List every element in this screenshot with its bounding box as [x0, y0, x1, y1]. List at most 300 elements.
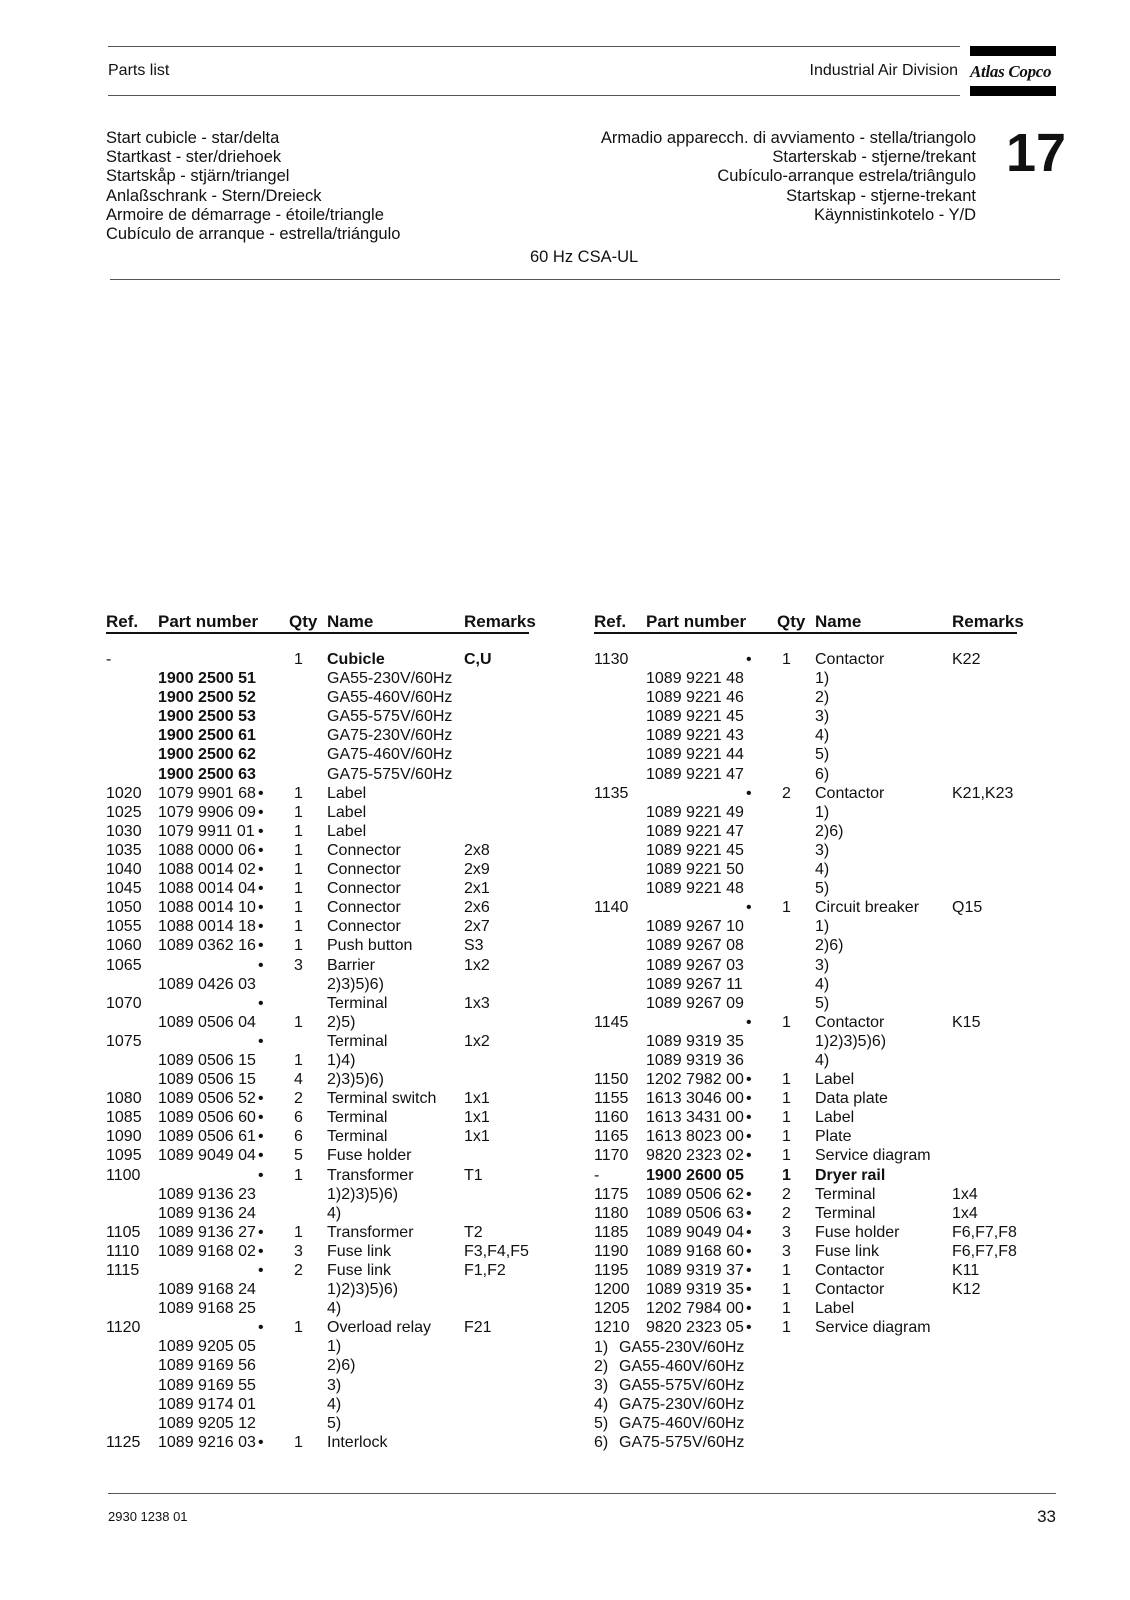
- col-name: Name: [815, 612, 862, 631]
- header-bottom-rule: [108, 95, 960, 96]
- footnote-number: 1): [594, 1339, 609, 1356]
- cell-name: Contactor: [815, 1013, 885, 1031]
- cell-qty: 1: [294, 1223, 303, 1241]
- cell-part-number: 1089 9205 05: [158, 1338, 256, 1356]
- cell-remarks: F6,F7,F8: [952, 1223, 1017, 1241]
- cell-ref: 1185: [594, 1223, 629, 1241]
- cell-remarks: 2x9: [464, 861, 490, 879]
- cell-remarks: K12: [952, 1281, 981, 1299]
- cell-bullet: •: [258, 994, 264, 1012]
- cell-name: 4): [815, 727, 830, 745]
- cell-ref: 1195: [594, 1262, 629, 1279]
- cell-ref: 1060: [106, 937, 142, 955]
- cell-ref: 1055: [106, 918, 142, 936]
- subtitle-60hz: 60 Hz CSA-UL: [530, 248, 639, 266]
- table-row: [106, 1356, 536, 1375]
- cell-ref: 1045: [106, 880, 142, 898]
- cell-name: Circuit breaker: [815, 899, 920, 917]
- cell-qty: 1: [294, 918, 303, 936]
- cell-part-number: 1089 9221 46: [646, 689, 744, 707]
- cell-ref: 1040: [106, 861, 142, 879]
- cell-ref: 1065: [106, 956, 142, 974]
- cell-qty: 1: [294, 822, 303, 840]
- logo-top-bar: [970, 46, 1056, 56]
- cell-name: Terminal: [815, 1185, 876, 1203]
- cell-ref: 1020: [106, 784, 142, 802]
- table-row: [106, 1337, 536, 1356]
- document-number: 2930 1238 01: [108, 1509, 188, 1524]
- table-row: [594, 994, 1024, 1013]
- title-fi: Käynnistinkotelo - Y/D: [813, 205, 976, 224]
- cell-bullet: •: [746, 1262, 752, 1279]
- table-row: [594, 669, 1024, 688]
- cell-name: GA75-230V/60Hz: [327, 727, 453, 745]
- cell-part-number: 1089 0426 03: [158, 975, 256, 993]
- table-row: [106, 707, 536, 726]
- table-row: [106, 956, 536, 975]
- footnote-item: [594, 1376, 794, 1395]
- cell-name: 2)6): [815, 937, 844, 955]
- cell-name: GA55-460V/60Hz: [327, 689, 453, 707]
- cell-part-number: 9820 2323 05: [646, 1319, 744, 1337]
- cell-remarks: Q15: [952, 899, 983, 917]
- cell-bullet: •: [746, 1300, 752, 1318]
- cell-name: 5): [815, 746, 830, 764]
- table-row: [106, 1070, 536, 1089]
- cell-name: 5): [815, 880, 830, 898]
- table-row: [594, 956, 1024, 975]
- table-row: [106, 1318, 536, 1337]
- col-name: Name: [327, 612, 374, 631]
- cell-qty: 3: [294, 1242, 303, 1260]
- cell-name: 3): [815, 841, 830, 859]
- cell-name: Terminal: [327, 1109, 388, 1127]
- cell-remarks: 1x1: [464, 1128, 490, 1146]
- cell-ref: 1175: [594, 1185, 629, 1203]
- parts-list-label: Parts list: [108, 62, 170, 79]
- cell-name: 5): [327, 1414, 342, 1432]
- table-row: [594, 936, 1024, 955]
- cell-ref: 1205: [594, 1300, 630, 1318]
- title-en: Start cubicle - star/delta: [106, 129, 280, 147]
- cell-ref: 1115: [106, 1262, 140, 1279]
- cell-remarks: F3,F4,F5: [464, 1242, 529, 1260]
- cell-part-number: 1089 9319 37: [646, 1262, 744, 1279]
- table-row: [594, 726, 1024, 745]
- cell-qty: 1: [782, 1300, 791, 1318]
- table-row: [594, 1185, 1024, 1204]
- cell-name: GA75-460V/60Hz: [327, 746, 453, 764]
- cell-qty: 1: [782, 1147, 791, 1165]
- col-ref: Ref.: [594, 612, 627, 631]
- cell-name: Push button: [327, 937, 413, 955]
- cell-part-number: 1202 7984 00: [646, 1300, 744, 1318]
- cell-name: Terminal switch: [327, 1090, 437, 1108]
- right-table-body: [594, 650, 1024, 1337]
- footnote-item: [594, 1414, 794, 1433]
- cell-name: 2)5): [327, 1013, 356, 1031]
- cell-qty: 4: [294, 1071, 303, 1089]
- cell-name: Cubicle: [327, 651, 385, 668]
- cell-part-number: 1900 2500 62: [158, 746, 256, 764]
- right-table-rule: [594, 632, 1017, 634]
- cell-name: Label: [815, 1300, 855, 1318]
- cell-part-number: 1088 0014 04: [158, 880, 256, 898]
- cell-part-number: 1202 7982 00: [646, 1071, 744, 1089]
- cell-ref: 1135: [594, 784, 629, 802]
- cell-part-number: 1900 2500 51: [158, 670, 256, 688]
- cell-part-number: 1089 9169 55: [158, 1376, 256, 1394]
- cell-name: 1)2)3)5)6): [815, 1032, 887, 1050]
- cell-qty: 1: [294, 1433, 303, 1451]
- cell-part-number: 1089 9267 03: [646, 956, 744, 974]
- cell-name: Barrier: [327, 956, 376, 974]
- cell-part-number: 1088 0014 18: [158, 918, 256, 936]
- cell-part-number: 1088 0014 02: [158, 861, 256, 879]
- cell-bullet: •: [746, 899, 752, 917]
- cell-part-number: 1089 0362 16: [158, 937, 256, 955]
- cell-name: 2): [815, 689, 830, 707]
- table-row: [106, 879, 536, 898]
- title-da: Starterskab - stjerne/trekant: [772, 148, 976, 167]
- cell-name: Terminal: [327, 1128, 388, 1146]
- cell-name: 1)2)3)5)6): [327, 1185, 399, 1203]
- cell-ref: -: [106, 651, 112, 668]
- cell-qty: 1: [782, 1090, 791, 1108]
- cell-name: Connector: [327, 861, 401, 879]
- cell-qty: 1: [294, 1319, 303, 1337]
- table-row: [106, 1433, 536, 1452]
- cell-bullet: •: [746, 1242, 752, 1260]
- page-number: 33: [1037, 1507, 1056, 1526]
- cell-qty: 2: [782, 784, 791, 802]
- cell-part-number: 1089 9049 04: [646, 1223, 744, 1241]
- division-label: Industrial Air Division: [809, 62, 958, 79]
- cell-ref: 1170: [594, 1147, 629, 1165]
- cell-part-number: 1089 9168 24: [158, 1281, 256, 1299]
- titles-left: [106, 129, 400, 244]
- cell-ref: 1075: [106, 1032, 142, 1050]
- cell-qty: 2: [782, 1185, 791, 1203]
- table-row: [594, 1013, 1024, 1032]
- cell-part-number: 1089 9221 47: [646, 765, 744, 783]
- cell-bullet: •: [746, 1281, 752, 1299]
- cell-part-number: 1089 9221 48: [646, 670, 744, 688]
- cell-part-number: 1089 9221 49: [646, 803, 744, 821]
- table-row: [106, 917, 536, 936]
- cell-part-number: 9820 2323 02: [646, 1147, 744, 1165]
- table-row: [594, 1280, 1024, 1299]
- cell-part-number: 1089 9169 56: [158, 1357, 256, 1375]
- title-no: Startskap - stjerne-trekant: [786, 186, 976, 205]
- footnote-item: [594, 1338, 794, 1357]
- cell-name: 1): [327, 1338, 342, 1356]
- cell-part-number: 1089 9221 50: [646, 861, 744, 879]
- table-row: [594, 860, 1024, 879]
- cell-ref: 1110: [106, 1242, 140, 1260]
- cell-remarks: K21,K23: [952, 784, 1014, 802]
- cell-part-number: 1613 3431 00: [646, 1109, 744, 1127]
- table-row: [594, 822, 1024, 841]
- cell-bullet: •: [258, 1223, 264, 1241]
- cell-ref: 1100: [106, 1166, 141, 1184]
- col-remarks: Remarks: [464, 612, 536, 631]
- cell-remarks: K11: [952, 1262, 980, 1279]
- cell-name: Connector: [327, 880, 401, 898]
- table-row: [106, 822, 536, 841]
- table-row: [106, 1146, 536, 1165]
- cell-part-number: 1089 9216 03: [158, 1433, 256, 1451]
- title-it: Armadio apparecch. di avviamento - stella/triangolo: [600, 129, 976, 147]
- cell-part-number: 1089 9221 47: [646, 822, 744, 840]
- table-row: [106, 1108, 536, 1127]
- cell-bullet: •: [746, 1090, 752, 1108]
- footnote-text: GA55-230V/60Hz: [619, 1339, 745, 1356]
- cell-remarks: F1,F2: [464, 1262, 506, 1279]
- cell-part-number: 1089 9174 01: [158, 1395, 256, 1413]
- table-row: [594, 1146, 1024, 1165]
- table-row: [106, 1204, 536, 1223]
- cell-name: Connector: [327, 841, 401, 859]
- title-de: Anlaßschrank - Stern/Dreieck: [106, 186, 322, 205]
- footnote-text: GA75-460V/60Hz: [619, 1415, 745, 1433]
- cell-bullet: •: [746, 1109, 752, 1127]
- cell-name: 4): [327, 1204, 342, 1222]
- cell-remarks: K15: [952, 1013, 981, 1031]
- table-row: [106, 1414, 536, 1433]
- cell-part-number: 1089 0506 15: [158, 1051, 256, 1069]
- cell-name: Plate: [815, 1128, 852, 1146]
- cell-part-number: 1089 0506 61: [158, 1128, 256, 1146]
- table-row: [106, 975, 536, 994]
- cell-qty: 1: [782, 1013, 791, 1031]
- cell-name: 1): [815, 670, 830, 688]
- footnote-text: GA75-575V/60Hz: [619, 1434, 745, 1452]
- col-qty: Qty: [777, 612, 806, 631]
- table-row: [106, 803, 536, 822]
- cell-part-number: 1089 9267 09: [646, 994, 744, 1012]
- footnote-number: 3): [594, 1377, 609, 1395]
- table-row: [594, 1242, 1024, 1261]
- cell-part-number: 1089 9221 48: [646, 880, 744, 898]
- table-row: [106, 650, 536, 669]
- cell-qty: 1: [294, 803, 303, 821]
- table-row: [594, 1166, 1024, 1185]
- cell-ref: 1090: [106, 1128, 142, 1146]
- cell-name: Connector: [327, 918, 401, 936]
- cell-qty: 1: [294, 880, 303, 898]
- table-row: [106, 936, 536, 955]
- table-row: [594, 1070, 1024, 1089]
- cell-ref: 1030: [106, 822, 142, 840]
- table-row: [594, 1299, 1024, 1318]
- cell-remarks: 1x1: [464, 1109, 490, 1127]
- cell-name: Label: [327, 784, 367, 802]
- cell-bullet: •: [746, 1128, 752, 1146]
- cell-qty: 2: [782, 1204, 791, 1222]
- titles-right: [601, 129, 976, 225]
- cell-part-number: 1613 8023 00: [646, 1128, 744, 1146]
- cell-remarks: 2x7: [464, 918, 490, 936]
- cell-ref: 1105: [106, 1223, 141, 1241]
- table-row: [594, 765, 1024, 784]
- cell-bullet: •: [258, 880, 264, 898]
- cell-name: Terminal: [815, 1204, 876, 1222]
- cell-name: Transformer: [327, 1166, 414, 1184]
- cell-name: 2)3)5)6): [327, 1071, 384, 1089]
- table-row: [594, 1108, 1024, 1127]
- cell-name: Fuse holder: [327, 1147, 412, 1165]
- header-top-rule: [108, 46, 960, 47]
- table-row: [106, 1166, 536, 1185]
- cell-part-number: 1088 0014 10: [158, 899, 256, 917]
- col-qty: Qty: [289, 612, 318, 631]
- cell-qty: 1: [782, 1281, 791, 1299]
- cell-qty: 1: [782, 1071, 791, 1089]
- cell-bullet: •: [258, 1242, 264, 1260]
- cell-name: Label: [327, 822, 367, 840]
- table-row: [106, 1051, 536, 1070]
- cell-qty: 1: [782, 1128, 791, 1146]
- cell-bullet: •: [746, 1147, 752, 1165]
- cell-name: 1)2)3)5)6): [327, 1281, 399, 1299]
- table-row: [106, 1127, 536, 1146]
- cell-bullet: •: [258, 1262, 264, 1279]
- cell-qty: 1: [782, 1109, 791, 1127]
- cell-bullet: •: [746, 784, 752, 802]
- cell-bullet: •: [258, 1128, 264, 1146]
- cell-part-number: 1900 2600 05: [646, 1166, 744, 1184]
- cell-part-number: 1089 9221 44: [646, 746, 744, 764]
- cell-ref: 1190: [594, 1242, 629, 1260]
- cell-bullet: •: [746, 1071, 752, 1089]
- footnote-text: GA55-460V/60Hz: [619, 1358, 745, 1376]
- table-row: [106, 994, 536, 1013]
- table-row: [594, 898, 1024, 917]
- cell-ref: 1150: [594, 1071, 629, 1089]
- table-row: [106, 1223, 536, 1242]
- footnote-item: [594, 1433, 794, 1452]
- cell-part-number: 1089 0506 52: [158, 1090, 256, 1108]
- cell-bullet: •: [258, 822, 264, 840]
- cell-remarks: 1x4: [952, 1185, 978, 1203]
- table-row: [106, 688, 536, 707]
- table-row: [594, 1032, 1024, 1051]
- table-row: [594, 784, 1024, 803]
- table-row: [106, 841, 536, 860]
- cell-remarks: 1x2: [464, 956, 490, 974]
- cell-part-number: 1079 9911 01: [158, 822, 255, 840]
- cell-bullet: •: [258, 1109, 264, 1127]
- table-row: [594, 1051, 1024, 1070]
- cell-bullet: •: [258, 1433, 264, 1451]
- title-fr: Armoire de démarrage - étoile/triangle: [106, 205, 384, 224]
- table-row: [106, 1242, 536, 1261]
- cell-name: 5): [815, 994, 830, 1012]
- table-row: [106, 1013, 536, 1032]
- table-row: [594, 688, 1024, 707]
- cell-bullet: •: [746, 1013, 752, 1031]
- cell-ref: 1035: [106, 841, 142, 859]
- table-row: [106, 1032, 536, 1051]
- cell-ref: 1210: [594, 1319, 630, 1337]
- table-row: [594, 1261, 1024, 1280]
- cell-name: Interlock: [327, 1433, 388, 1451]
- cell-qty: 3: [294, 956, 303, 974]
- table-row: [106, 1280, 536, 1299]
- cell-bullet: •: [258, 1319, 264, 1337]
- cell-name: 1): [815, 918, 830, 936]
- table-row: [594, 1089, 1024, 1108]
- cell-name: 4): [327, 1300, 342, 1318]
- cell-part-number: 1079 9906 09: [158, 803, 256, 821]
- title-divider-rule: [110, 279, 1060, 280]
- cell-bullet: •: [258, 1147, 264, 1165]
- cell-bullet: •: [258, 784, 264, 802]
- cell-ref: 1180: [594, 1204, 629, 1222]
- table-row: [106, 1395, 536, 1414]
- table-row: [106, 1299, 536, 1318]
- section-number: 17: [1006, 123, 1067, 183]
- cell-part-number: 1089 0506 15: [158, 1071, 256, 1089]
- left-table-body: [106, 650, 536, 1452]
- cell-name: GA75-575V/60Hz: [327, 765, 453, 783]
- col-ref: Ref.: [106, 612, 139, 631]
- table-row: [106, 765, 536, 784]
- cell-bullet: •: [258, 1032, 264, 1050]
- cell-remarks: K22: [952, 651, 981, 668]
- table-row: [106, 726, 536, 745]
- cell-ref: 1155: [594, 1090, 629, 1108]
- table-row: [106, 1376, 536, 1395]
- table-row: [106, 784, 536, 803]
- cell-remarks: 2x8: [464, 841, 490, 859]
- table-row: [594, 1318, 1024, 1337]
- cell-remarks: 1x3: [464, 994, 490, 1012]
- title-pt: Cubículo-arranque estrela/triângulo: [717, 167, 976, 186]
- cell-name: Terminal: [327, 1032, 388, 1050]
- cell-ref: 1165: [594, 1128, 629, 1146]
- cell-part-number: 1089 9049 04: [158, 1147, 256, 1165]
- cell-ref: 1125: [106, 1433, 141, 1451]
- cell-name: Data plate: [815, 1090, 888, 1108]
- cell-part-number: 1079 9901 68: [158, 784, 256, 802]
- cell-qty: 1: [782, 651, 791, 668]
- cell-part-number: 1089 9319 35: [646, 1032, 744, 1050]
- cell-ref: 1070: [106, 994, 142, 1012]
- cell-name: 4): [815, 861, 830, 879]
- cell-part-number: 1900 2500 61: [158, 727, 256, 745]
- table-row: [106, 669, 536, 688]
- footnote-number: 4): [594, 1396, 609, 1414]
- cell-part-number: 1089 9319 36: [646, 1051, 744, 1069]
- cell-name: Service diagram: [815, 1147, 931, 1165]
- cell-bullet: •: [258, 803, 264, 821]
- table-row: [106, 1185, 536, 1204]
- cell-name: 6): [815, 765, 830, 783]
- table-row: [594, 745, 1024, 764]
- cell-bullet: •: [258, 841, 264, 859]
- cell-name: Dryer rail: [815, 1166, 886, 1184]
- cell-name: Contactor: [815, 784, 885, 802]
- cell-name: Fuse link: [327, 1242, 392, 1260]
- cell-part-number: 1089 9319 35: [646, 1281, 744, 1299]
- title-sv: Startskåp - stjärn/triangel: [106, 167, 290, 186]
- cell-remarks: T2: [464, 1223, 483, 1241]
- cell-name: Contactor: [815, 1281, 885, 1299]
- cell-bullet: •: [746, 1204, 752, 1222]
- table-row: [106, 1089, 536, 1108]
